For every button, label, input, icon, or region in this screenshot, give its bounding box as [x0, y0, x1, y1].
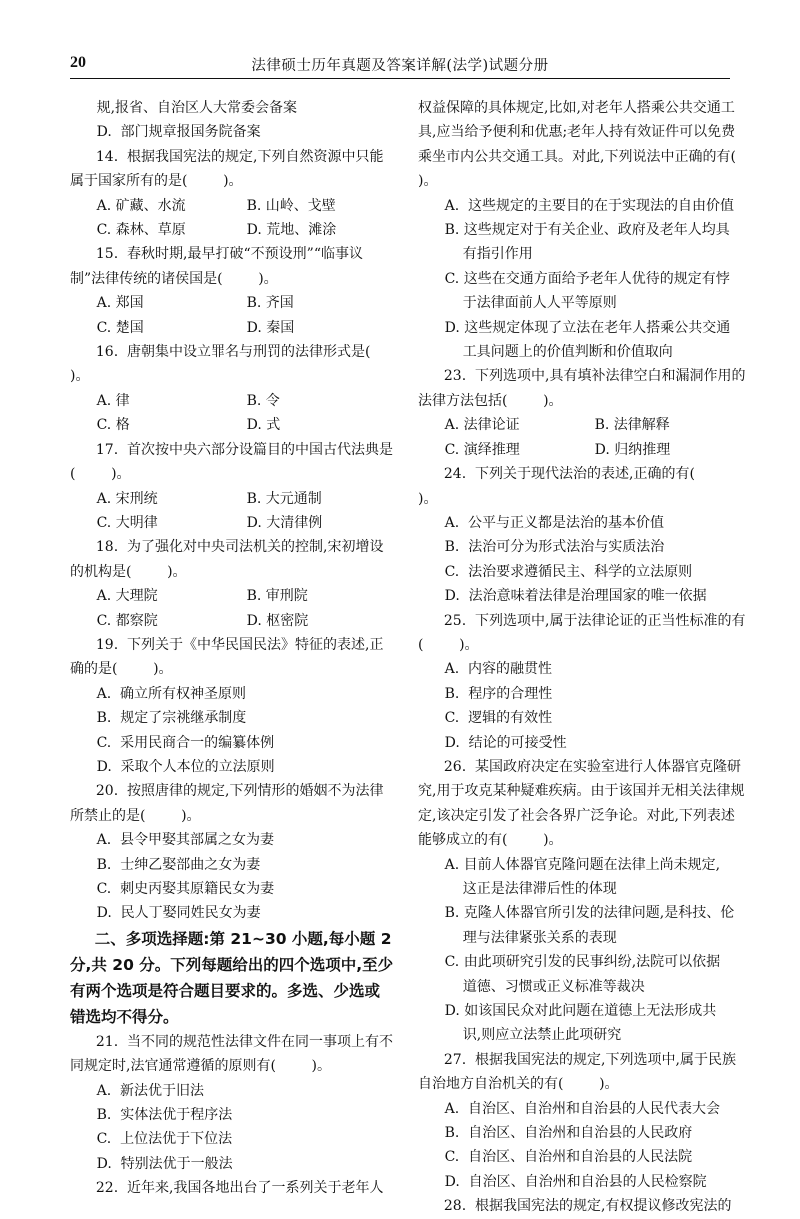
q22-option-d-line2: 工具问题上的价值判断和价值取向 — [462, 344, 673, 361]
q21-option-d: D. 特别法优于一般法 — [96, 1155, 233, 1172]
q13-continuation: 规,报省、自治区人大常委会备案 — [96, 100, 298, 116]
q16-options-cd — [70, 413, 395, 437]
right-column — [418, 96, 772, 1219]
q20-option-c: C. 刺史丙娶其原籍民女为妻 — [96, 881, 275, 897]
q23-option-d: D. 归纳推理 — [594, 441, 671, 458]
q15-options-cd — [70, 316, 395, 340]
q22-option-b-line2: 有指引作用 — [462, 246, 533, 263]
q22-option-b — [418, 218, 748, 267]
q14-option-a: A. 矿藏、水流 — [96, 197, 186, 214]
q26-option-c-line1: C. 由此项研究引发的民事纠纷,法院可以依据 — [444, 954, 721, 971]
q26-option-a — [418, 853, 748, 902]
q21-option-a: A. 新法优于旧法 — [96, 1082, 205, 1099]
q26-option-d-line1: D. 如该国民众对此问题在道德上无法形成共 — [444, 1003, 717, 1020]
question-15: 15. 春秋时期,最早打破“不预设刑”“临事议制”法律传统的诸侯国是( )。 — [70, 246, 363, 287]
q17-options-ab — [70, 487, 395, 511]
q19-option-b: B. 规定了宗祧继承制度 — [96, 710, 247, 727]
page-header — [70, 44, 730, 79]
question-19: 19. 下列关于《中华民国民法》特征的表述,正确的是( )。 — [70, 636, 384, 678]
q22-option-d — [418, 316, 748, 365]
q18-option-d: D. 枢密院 — [246, 612, 309, 629]
q21-option-b: B. 实体法优于程序法 — [96, 1107, 233, 1124]
q27-option-d: D. 自治区、自治州和自治县的人民检察院 — [444, 1173, 707, 1190]
q22-option-b-line1: B. 这些规定对于有关企业、政府及老年人均具 — [444, 222, 730, 239]
question-27: 27. 根据我国宪法的规定,下列选项中,属于民族自治地方自治机关的有( )。 — [418, 1051, 736, 1093]
page-number: 20 — [70, 54, 86, 71]
q14-option-c: C. 森林、草原 — [96, 222, 186, 239]
q20-option-a: A. 县令甲娶其部属之女为妻 — [96, 832, 275, 849]
q20-option-d: D. 民人丁娶同姓民女为妻 — [96, 905, 261, 922]
q19-option-c: C. 采用民商合一的编纂体例 — [96, 734, 275, 751]
q23-option-c: C. 演绎推理 — [444, 441, 520, 458]
q18-option-c: C. 都察院 — [96, 612, 158, 629]
q16-option-b: B. 令 — [246, 392, 280, 409]
q25-option-d: D. 结论的可接受性 — [444, 734, 567, 751]
q19-option-d: D. 采取个人本位的立法原则 — [96, 758, 275, 775]
question-28-start: 28. 根据我国宪法的规定,有权提议修改宪法的 — [443, 1198, 732, 1215]
q23-option-a: A. 法律论证 — [444, 417, 520, 434]
question-24: 24. 下列关于现代法治的表述,正确的有( )。 — [418, 466, 731, 507]
q17-options-cd — [70, 511, 395, 535]
question-18: 18. 为了强化对中央司法机关的控制,宋初增设的机构是( )。 — [70, 539, 384, 580]
q26-option-a-line1: A. 目前人体器官克隆问题在法律上尚未规定, — [444, 856, 721, 873]
question-20: 20. 按照唐律的规定,下列情形的婚姻不为法律所禁止的是( )。 — [70, 783, 384, 824]
q26-option-c-line2: 道德、习惯或正义标准等裁决 — [462, 978, 645, 995]
q16-option-d: D. 式 — [246, 417, 281, 434]
q24-option-d: D. 法治意味着法律是治理国家的唯一依据 — [444, 588, 707, 605]
q17-option-d: D. 大清律例 — [246, 514, 323, 531]
q18-options-ab — [70, 584, 395, 608]
q14-options-cd — [70, 218, 395, 242]
q14-option-b: B. 山岭、戈壁 — [246, 197, 336, 214]
q15-options-ab — [70, 291, 395, 315]
question-21: 21. 当不同的规范性法律文件在同一事项上有不同规定时,法官通常遵循的原则有( )。 — [70, 1033, 394, 1075]
q22-option-c — [418, 267, 748, 316]
q16-options-ab — [70, 389, 395, 413]
q25-option-c: C. 逻辑的有效性 — [444, 710, 553, 727]
section-heading-multiple-choice: 二、多项选择题:第 21~30 小题,每小题 2 分,共 20 分。下列每题给出的四个选项中,至少有两个选项是符合题目要求的。多选、少选或错选均不得分。 — [70, 929, 394, 1026]
question-17: 17. 首次按中央六部分设篇目的中国古代法典是( )。 — [70, 441, 394, 483]
q26-option-d-line2: 识,则应立法禁止此项研究 — [462, 1027, 622, 1044]
question-14: 14. 根据我国宪法的规定,下列自然资源中只能属于国家所有的是( )。 — [70, 148, 384, 190]
q16-option-a: A. 律 — [96, 392, 130, 409]
q17-option-c: C. 大明律 — [96, 514, 158, 531]
q17-option-a: A. 宋刑统 — [96, 490, 158, 507]
q24-option-b: B. 法治可分为形式法治与实质法治 — [444, 539, 665, 556]
question-23: 23. 下列选项中,具有填补法律空白和漏洞作用的法律方法包括( )。 — [418, 368, 746, 409]
question-26: 26. 某国政府决定在实验室进行人体器官克隆研究,用于攻克某种疑难疾病。由于该国并无相关法律规定,该决定引发了社会各界广泛争论。对此,下列表述能够成立的有( )。 — [418, 758, 745, 849]
q24-option-a: A. 公平与正义都是法治的基本价值 — [444, 514, 665, 531]
q26-option-d — [418, 999, 748, 1048]
q18-option-b: B. 审刑院 — [246, 588, 308, 605]
q23-option-b: B. 法律解释 — [594, 417, 670, 434]
q14-options-ab — [70, 194, 395, 218]
q16-option-c: C. 格 — [96, 417, 130, 434]
q26-option-b-line1: B. 克隆人体器官所引发的法律问题,是科技、伦 — [444, 905, 735, 922]
question-22-start: 22. 近年来,我国各地出台了一系列关于老年人 — [95, 1180, 384, 1197]
q23-options-cd — [418, 438, 748, 462]
q15-option-d: D. 秦国 — [246, 319, 295, 336]
q15-option-c: C. 楚国 — [96, 319, 144, 336]
q15-option-a: A. 郑国 — [96, 295, 144, 312]
q27-option-c: C. 自治区、自治州和自治县的人民法院 — [444, 1149, 693, 1166]
q19-option-a: A. 确立所有权神圣原则 — [96, 685, 247, 702]
question-16: 16. 唐朝集中设立罪名与刑罚的法律形式是( )。 — [70, 344, 407, 385]
q14-option-d: D. 荒地、滩涂 — [246, 222, 337, 239]
q27-option-b: B. 自治区、自治州和自治县的人民政府 — [444, 1125, 693, 1142]
q22-option-d-line1: D. 这些规定体现了立法在老年人搭乘公共交通 — [444, 319, 731, 336]
q26-option-b — [418, 901, 748, 950]
q26-option-a-line2: 这正是法律滞后性的体现 — [462, 881, 617, 897]
q25-option-b: B. 程序的合理性 — [444, 685, 553, 702]
q21-option-c: C. 上位法优于下位法 — [96, 1131, 233, 1148]
q15-option-b: B. 齐国 — [246, 295, 294, 312]
q23-options-ab — [418, 413, 748, 437]
q26-option-b-line2: 理与法律紧张关系的表现 — [462, 929, 617, 946]
q26-option-c — [418, 950, 748, 999]
left-column — [70, 96, 407, 1201]
q17-option-b: B. 大元通制 — [246, 490, 322, 507]
q18-options-cd — [70, 609, 395, 633]
q27-option-a: A. 自治区、自治州和自治县的人民代表大会 — [444, 1100, 721, 1117]
q13-option-d: D. 部门规章报国务院备案 — [96, 124, 261, 141]
q25-option-a: A. 内容的融贯性 — [444, 661, 553, 678]
q22-option-c-line1: C. 这些在交通方面给予老年人优待的规定有悖 — [444, 270, 730, 287]
q22-option-c-line2: 于法律面前人人平等原则 — [462, 295, 617, 312]
q20-option-b: B. 士绅乙娶部曲之女为妻 — [96, 856, 261, 873]
question-25: 25. 下列选项中,属于法律论证的正当性标准的有( )。 — [418, 612, 746, 653]
q18-option-a: A. 大理院 — [96, 588, 158, 605]
q22-option-a: A. 这些规定的主要目的在于实现法的自由价值 — [444, 197, 735, 214]
question-22-continuation: 权益保障的具体规定,比如,对老年人搭乘公共交通工具,应当给予便利和优惠;老年人持有效证件可以免费乘坐市内公共交通工具。对此,下列说法中正确的有( )。 — [418, 100, 772, 190]
q24-option-c: C. 法治要求遵循民主、科学的立法原则 — [444, 563, 693, 580]
running-title: 法律硕士历年真题及答案详解(法学)试题分册 — [251, 58, 549, 74]
